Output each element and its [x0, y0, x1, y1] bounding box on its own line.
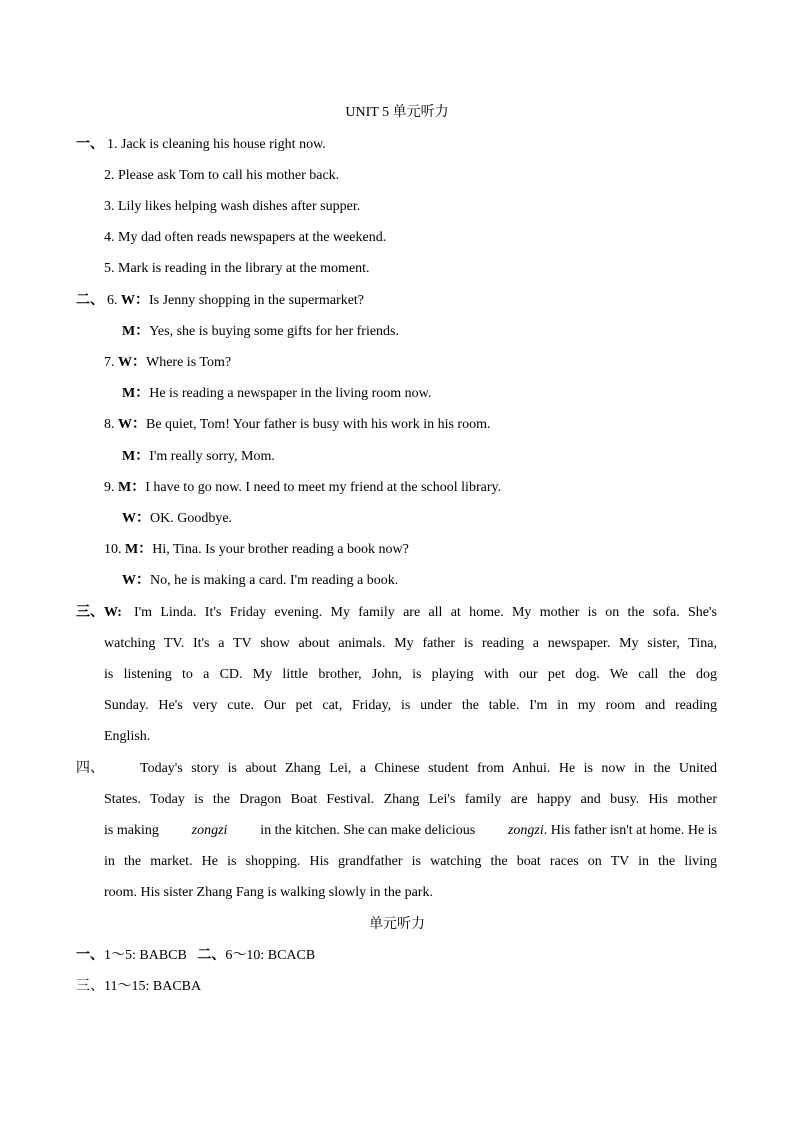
list-item: 1. Jack is cleaning his house right now. — [107, 137, 326, 152]
dialog-text: I have to go now. I need to meet my friend at the school library. — [145, 480, 502, 495]
dialog-text: Is Jenny shopping in the supermarket? — [149, 293, 365, 308]
dialog-text: I'm really sorry, Mom. — [149, 449, 275, 464]
colon: ： — [135, 324, 150, 339]
list-item: 2. Please ask Tom to call his mother back. — [104, 168, 340, 183]
colon: ： — [138, 542, 153, 557]
answer-marker: 一、 — [76, 948, 104, 963]
dialog-line — [104, 479, 501, 497]
text-fragment: is making — [104, 823, 159, 838]
dialog-text: Be quiet, Tom! Your father is busy with his work in his room. — [146, 417, 491, 432]
dialog-line — [122, 385, 431, 403]
answer-text: 1～5: BABCB — [104, 948, 187, 963]
dialog-line — [122, 510, 232, 528]
answer-text: 11～15: BACBA — [104, 979, 202, 994]
colon: ： — [135, 449, 150, 464]
paragraph-line: Today's story is about Zhang Lei, a Chinese student from Anhui. He is now in the United — [140, 761, 717, 776]
speaker: M — [125, 542, 139, 557]
dialog-text: Where is Tom? — [146, 355, 232, 370]
speaker: W — [122, 511, 136, 526]
paragraph-line: States. Today is the Dragon Boat Festival. Zhang Lei's family are happy and busy. His mother — [104, 792, 717, 807]
dialog-number: 6. — [107, 293, 118, 308]
paragraph-line: in the market. He is shopping. His grandfather is watching the boat races on TV in the living — [104, 854, 717, 869]
zongzi-word: zongzi — [507, 823, 544, 838]
dialog-line — [107, 292, 364, 310]
speaker: W — [121, 293, 135, 308]
dialog-text: No, he is making a card. I'm reading a book. — [150, 573, 399, 588]
paragraph-line: is listening to a CD. My little brother, John, is playing with our pet dog. We call the dog — [104, 667, 717, 682]
dialog-number: 9. — [104, 480, 115, 495]
answer-line — [76, 947, 315, 965]
section-3-marker: 三、 — [76, 605, 104, 620]
paragraph-line: Sunday. He's very cute. Our pet cat, Friday, is under the table. I'm in my room and reading — [104, 698, 717, 713]
dialog-text: Hi, Tina. Is your brother reading a book now? — [152, 542, 409, 557]
dialog-line — [122, 448, 275, 466]
colon: ： — [135, 293, 149, 308]
list-item: 4. My dad often reads newspapers at the weekend. — [104, 230, 387, 245]
paragraph-line — [104, 822, 717, 840]
speaker: W: — [104, 605, 122, 620]
section-2-marker: 二、 — [76, 293, 104, 308]
colon: ： — [136, 573, 150, 588]
dialog-number: 8. — [104, 417, 115, 432]
dialog-text: He is reading a newspaper in the living room now. — [149, 386, 432, 401]
dialog-line — [122, 572, 398, 590]
colon: ： — [136, 511, 150, 526]
dialog-line — [104, 416, 490, 434]
dialog-line — [104, 354, 231, 372]
dialog-line — [122, 323, 399, 341]
text-fragment: in the kitchen. She can make delicious — [260, 823, 476, 838]
list-item: 5. Mark is reading in the library at the moment. — [104, 261, 370, 276]
speaker: W — [122, 573, 136, 588]
answer-line — [76, 978, 201, 996]
speaker: M — [118, 480, 132, 495]
answer-text: 6～10: BCACB — [225, 948, 316, 963]
dialog-number: 10. — [104, 542, 122, 557]
paragraph-line: English. — [104, 729, 151, 744]
speaker: M — [122, 386, 136, 401]
text-fragment: . His father isn't at home. He is — [543, 823, 717, 838]
dialog-text: OK. Goodbye. — [150, 511, 233, 526]
answer-marker: 二、 — [197, 948, 226, 963]
dialog-number: 7. — [104, 355, 115, 370]
colon: ： — [132, 355, 146, 370]
paragraph-line: room. His sister Zhang Fang is walking slowly in the park. — [104, 885, 433, 900]
section-1-marker: 一、 — [76, 137, 104, 152]
dialog-line — [104, 541, 409, 559]
section-4-marker: 四、 — [76, 761, 104, 776]
speaker: M — [122, 324, 136, 339]
zongzi-word: zongzi — [191, 823, 228, 838]
answers-title: 单元听力 — [369, 917, 425, 932]
speaker: W — [118, 417, 132, 432]
speaker: W — [118, 355, 132, 370]
page-title: UNIT 5 单元听力 — [345, 105, 449, 120]
colon: ： — [132, 417, 146, 432]
paragraph-line: watching TV. It's a TV show about animals. My father is reading a newspaper. My sister, Tina, — [104, 636, 717, 651]
colon: ： — [135, 386, 150, 401]
list-item: 3. Lily likes helping wash dishes after supper. — [104, 199, 361, 214]
colon: ： — [131, 480, 146, 495]
answer-marker: 三、 — [76, 979, 104, 994]
speaker: M — [122, 449, 136, 464]
dialog-text: Yes, she is buying some gifts for her friends. — [149, 324, 399, 339]
paragraph-line: I'm Linda. It's Friday evening. My family are all at home. My mother is on the sofa. She's — [134, 605, 717, 620]
